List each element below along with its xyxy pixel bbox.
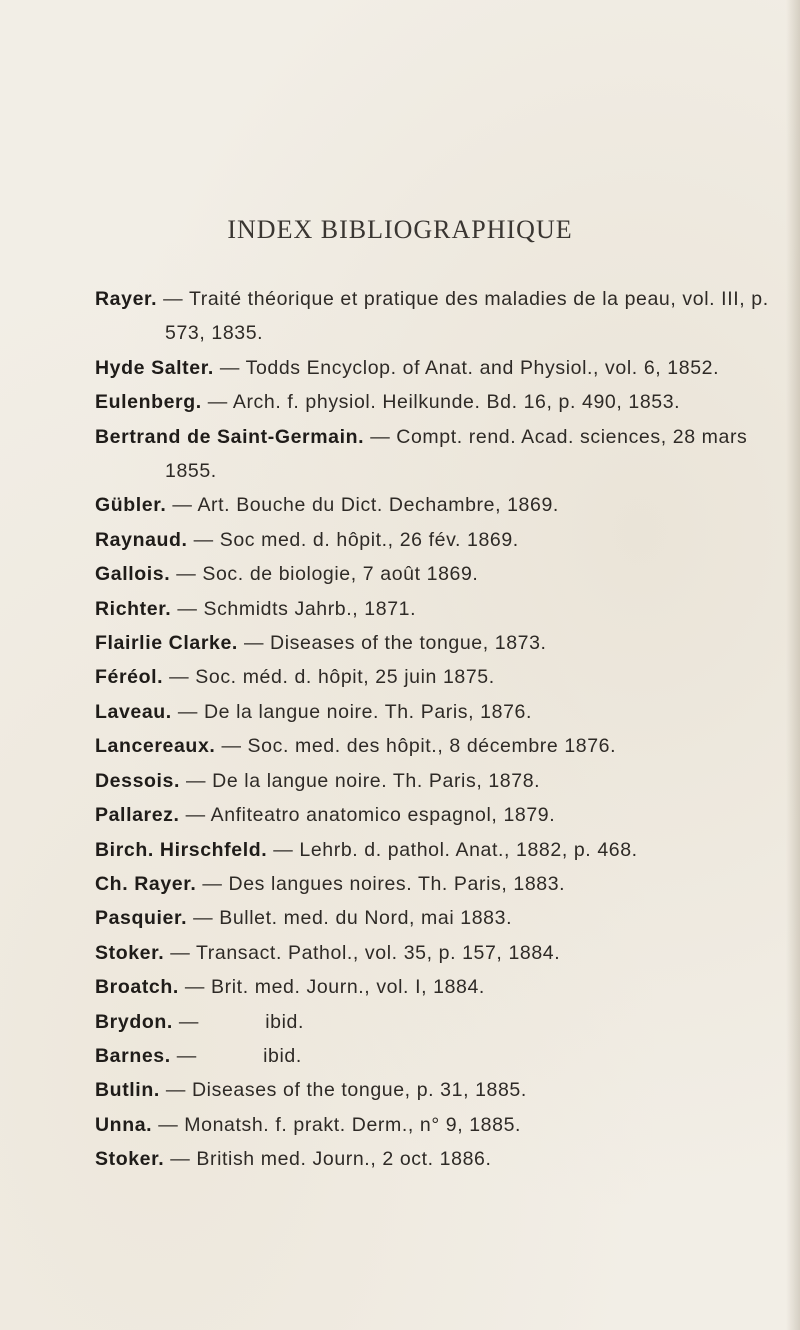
entry-author: Féréol. bbox=[95, 666, 164, 689]
entry-reference: — Brit. med. Journ., vol. I, 1884. bbox=[178, 976, 485, 999]
entry-reference: — Bullet. med. du Nord, mai 1883. bbox=[187, 907, 513, 930]
entry-author: Rayer. bbox=[95, 288, 158, 310]
entry-author: Bertrand de Saint-Germain. bbox=[95, 425, 365, 448]
entry-author: Gallois. bbox=[95, 563, 171, 586]
bibliography-entry bbox=[95, 351, 795, 385]
entry-reference: — Diseases of the tongue, 1873. bbox=[237, 632, 547, 655]
entry-reference: — Anfiteatro anatomico espagnol, 1879. bbox=[179, 804, 556, 827]
bibliography-entry bbox=[95, 523, 795, 557]
entry-author: Flairlie Clarke. bbox=[95, 632, 238, 655]
entry-author: Stoker. bbox=[95, 1148, 165, 1171]
entry-reference: — Soc. med. des hôpit., 8 décembre 1876. bbox=[215, 735, 617, 758]
bibliography-entry bbox=[95, 1073, 795, 1107]
bibliography-entry bbox=[95, 1108, 795, 1142]
bibliography-entry bbox=[95, 1039, 795, 1073]
bibliography-entry bbox=[95, 970, 795, 1004]
bibliography-entry bbox=[95, 626, 795, 660]
bibliography-entry bbox=[95, 420, 795, 489]
entry-author: Pallarez. bbox=[95, 804, 180, 827]
bibliography-entry bbox=[95, 488, 795, 522]
entry-author: Barnes. bbox=[95, 1044, 171, 1067]
entry-reference: — Lehrb. d. pathol. Anat., 1882, p. 468. bbox=[267, 838, 638, 861]
entry-author: Broatch. bbox=[95, 976, 179, 999]
entry-reference: — Soc med. d. hôpit., 26 fév. 1869. bbox=[187, 528, 519, 551]
bibliography-entry bbox=[95, 695, 795, 729]
bibliography-entry bbox=[95, 1005, 795, 1039]
entry-author: Gübler. bbox=[95, 494, 167, 517]
bibliography-entry bbox=[95, 764, 795, 798]
bibliography-list bbox=[95, 282, 795, 1177]
entry-author: Stoker. bbox=[95, 941, 165, 964]
entry-author: Unna. bbox=[95, 1113, 153, 1136]
entry-reference: — British med. Journ., 2 oct. 1886. bbox=[164, 1148, 492, 1171]
entry-reference: — Todds Encyclop. of Anat. and Physiol., vol. 6, 1852. bbox=[213, 356, 720, 379]
entry-reference: — De la langue noire. Th. Paris, 1878. bbox=[180, 769, 541, 792]
entry-author: Lancereaux. bbox=[95, 735, 216, 758]
entry-reference: — ibid. bbox=[170, 1044, 302, 1067]
entry-author: Eulenberg. bbox=[95, 391, 202, 414]
entry-reference: — De la langue noire. Th. Paris, 1876. bbox=[171, 700, 532, 723]
bibliography-entry bbox=[95, 557, 795, 591]
bibliography-entry bbox=[95, 592, 795, 626]
entry-author: Hyde Salter. bbox=[95, 356, 214, 379]
bibliography-entry bbox=[95, 282, 795, 351]
bibliography-entry bbox=[95, 936, 795, 970]
entry-author: Raynaud. bbox=[95, 528, 188, 551]
page-title: INDEX BIBLIOGRAPHIQUE bbox=[227, 215, 573, 244]
entry-author: Richter. bbox=[95, 597, 172, 620]
entry-reference: — Transact. Pathol., vol. 35, p. 157, 1884. bbox=[164, 941, 561, 964]
entry-reference: — ibid. bbox=[172, 1010, 304, 1033]
entry-reference: — Des langues noires. Th. Paris, 1883. bbox=[196, 872, 566, 895]
entry-reference: — Soc. méd. d. hôpit, 25 juin 1875. bbox=[163, 666, 495, 689]
entry-reference: — Soc. de biologie, 7 août 1869. bbox=[170, 563, 479, 586]
entry-author: Dessois. bbox=[95, 769, 181, 792]
entry-author: Brydon. bbox=[95, 1010, 173, 1033]
entry-reference: — Monatsh. f. prakt. Derm., n° 9, 1885. bbox=[152, 1113, 522, 1136]
entry-reference: — Art. Bouche du Dict. Dechambre, 1869. bbox=[166, 494, 559, 517]
bibliography-entry bbox=[95, 729, 795, 763]
bibliography-entry bbox=[95, 385, 795, 419]
entry-author: Birch. Hirschfeld. bbox=[95, 838, 268, 861]
bibliography-entry bbox=[95, 867, 795, 901]
entry-author: Butlin. bbox=[95, 1079, 160, 1102]
bibliography-entry bbox=[95, 833, 795, 867]
entry-reference: — Diseases of the tongue, p. 31, 1885. bbox=[159, 1079, 527, 1102]
entry-author: Ch. Rayer. bbox=[95, 872, 197, 895]
entry-author: Pasquier. bbox=[95, 907, 188, 930]
entry-reference: — Traité théorique et pratique des maladies de la peau, vol. III, p. 573, 1835. bbox=[157, 288, 769, 345]
bibliography-entry bbox=[95, 660, 795, 694]
entry-author: Laveau. bbox=[95, 700, 172, 723]
entry-reference: — Compt. rend. Acad. sciences, 28 mars 1855. bbox=[165, 425, 748, 483]
bibliography-entry bbox=[95, 798, 795, 832]
entry-reference: — Schmidts Jahrb., 1871. bbox=[171, 597, 417, 620]
bibliography-entry bbox=[95, 901, 795, 935]
entry-reference: — Arch. f. physiol. Heilkunde. Bd. 16, p. 490, 1853. bbox=[201, 391, 681, 414]
bibliography-entry bbox=[95, 1142, 795, 1176]
